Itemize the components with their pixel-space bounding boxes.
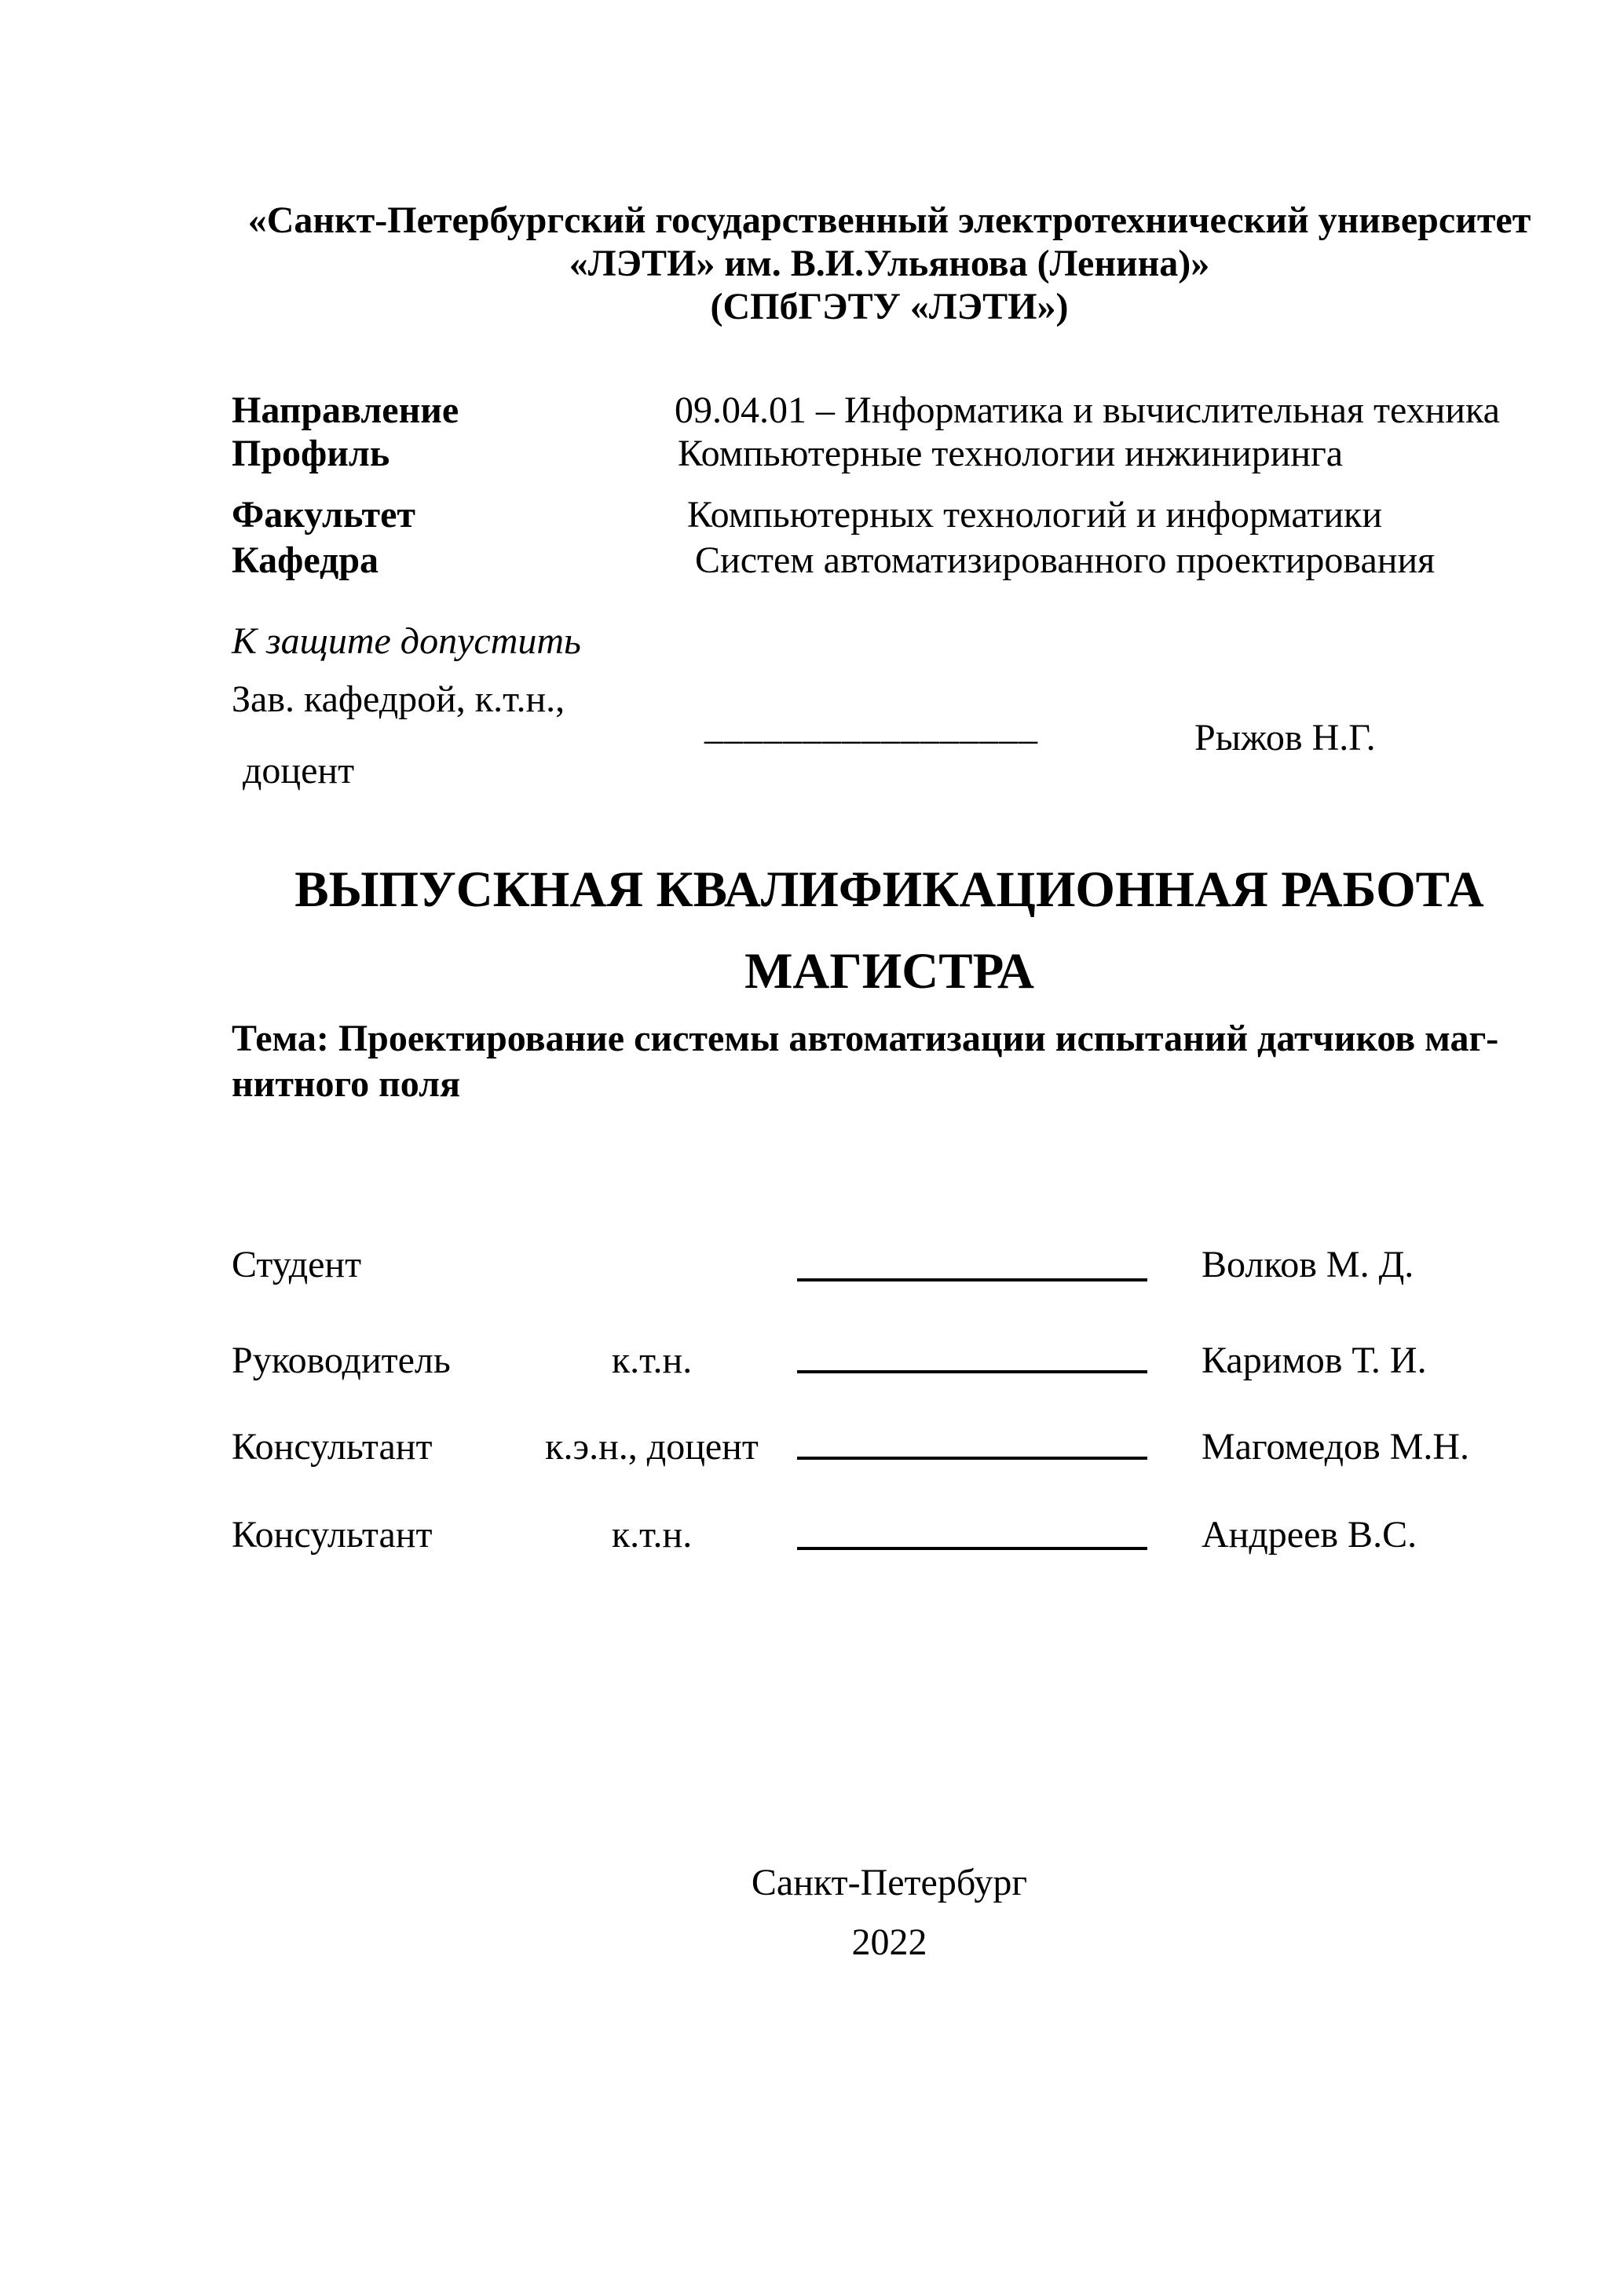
signature-row-consultant-2 [232, 1513, 1547, 1560]
department-head-signature-line: _________________ [704, 706, 1038, 748]
university-header [232, 199, 1547, 328]
footer-year: 2022 [851, 1921, 927, 1963]
university-name-line1: «Санкт-Петербургский государственный электротехнический университет [247, 199, 1531, 241]
signature-name: Каримов Т. И. [1202, 1340, 1427, 1381]
field-value-profile: Компьютерные технологии инжиниринга [678, 433, 1344, 474]
field-value-direction: 09.04.01 – Информатика и вычислительная техника [675, 389, 1500, 431]
field-label-department: Кафедра [232, 539, 379, 581]
page-content [232, 0, 1547, 2296]
topic-line1: Тема: Проектирование системы автоматизации испытаний датчиков маг- [232, 1018, 1499, 1059]
signature-line [797, 1457, 1147, 1460]
signature-row-student [232, 1243, 1547, 1290]
signature-role: Руководитель [232, 1340, 451, 1381]
signature-name: Андреев В.С. [1202, 1514, 1417, 1556]
field-value-faculty: Компьютерных технологий и информатики [687, 494, 1383, 536]
signature-row-supervisor [232, 1339, 1547, 1386]
work-title-line1: ВЫПУСКНАЯ КВАЛИФИКАЦИОННАЯ РАБОТА [294, 861, 1484, 918]
signature-degree: к.э.н., доцент [545, 1426, 759, 1468]
university-abbreviation: (СПбГЭТУ «ЛЭТИ») [710, 286, 1069, 327]
department-head-role-line2: доцент [243, 750, 355, 792]
footer-city: Санкт-Петербург [751, 1862, 1028, 1903]
department-head-role: Зав. кафедрой, к.т.н., [232, 678, 565, 720]
department-head-name: Рыжов Н.Г. [1194, 717, 1376, 759]
signature-name: Магомедов М.Н. [1202, 1426, 1470, 1468]
signature-role: Консультант [232, 1514, 433, 1556]
signature-name: Волков М. Д. [1202, 1244, 1414, 1285]
signature-role: Консультант [232, 1426, 433, 1468]
signature-line [797, 1547, 1147, 1550]
signature-degree: к.т.н. [611, 1514, 693, 1556]
admit-to-defense-line: К защите допустить [232, 620, 581, 662]
work-title-line2: МАГИСТРА [744, 943, 1034, 1000]
signature-degree: к.т.н. [611, 1340, 693, 1381]
signature-line [797, 1278, 1147, 1281]
signature-role: Студент [232, 1244, 362, 1285]
field-label-profile: Профиль [232, 433, 390, 474]
signature-line [797, 1370, 1147, 1373]
topic-line2: нитного поля [232, 1063, 461, 1105]
field-label-direction: Направление [232, 389, 459, 431]
topic-paragraph [232, 1016, 1551, 1107]
field-label-faculty: Факультет [232, 494, 415, 536]
field-value-department: Систем автоматизированного проектирования [695, 539, 1436, 581]
university-name-line2: «ЛЭТИ» им. В.И.Ульянова (Ленина)» [569, 243, 1210, 284]
signature-row-consultant-1 [232, 1425, 1547, 1472]
